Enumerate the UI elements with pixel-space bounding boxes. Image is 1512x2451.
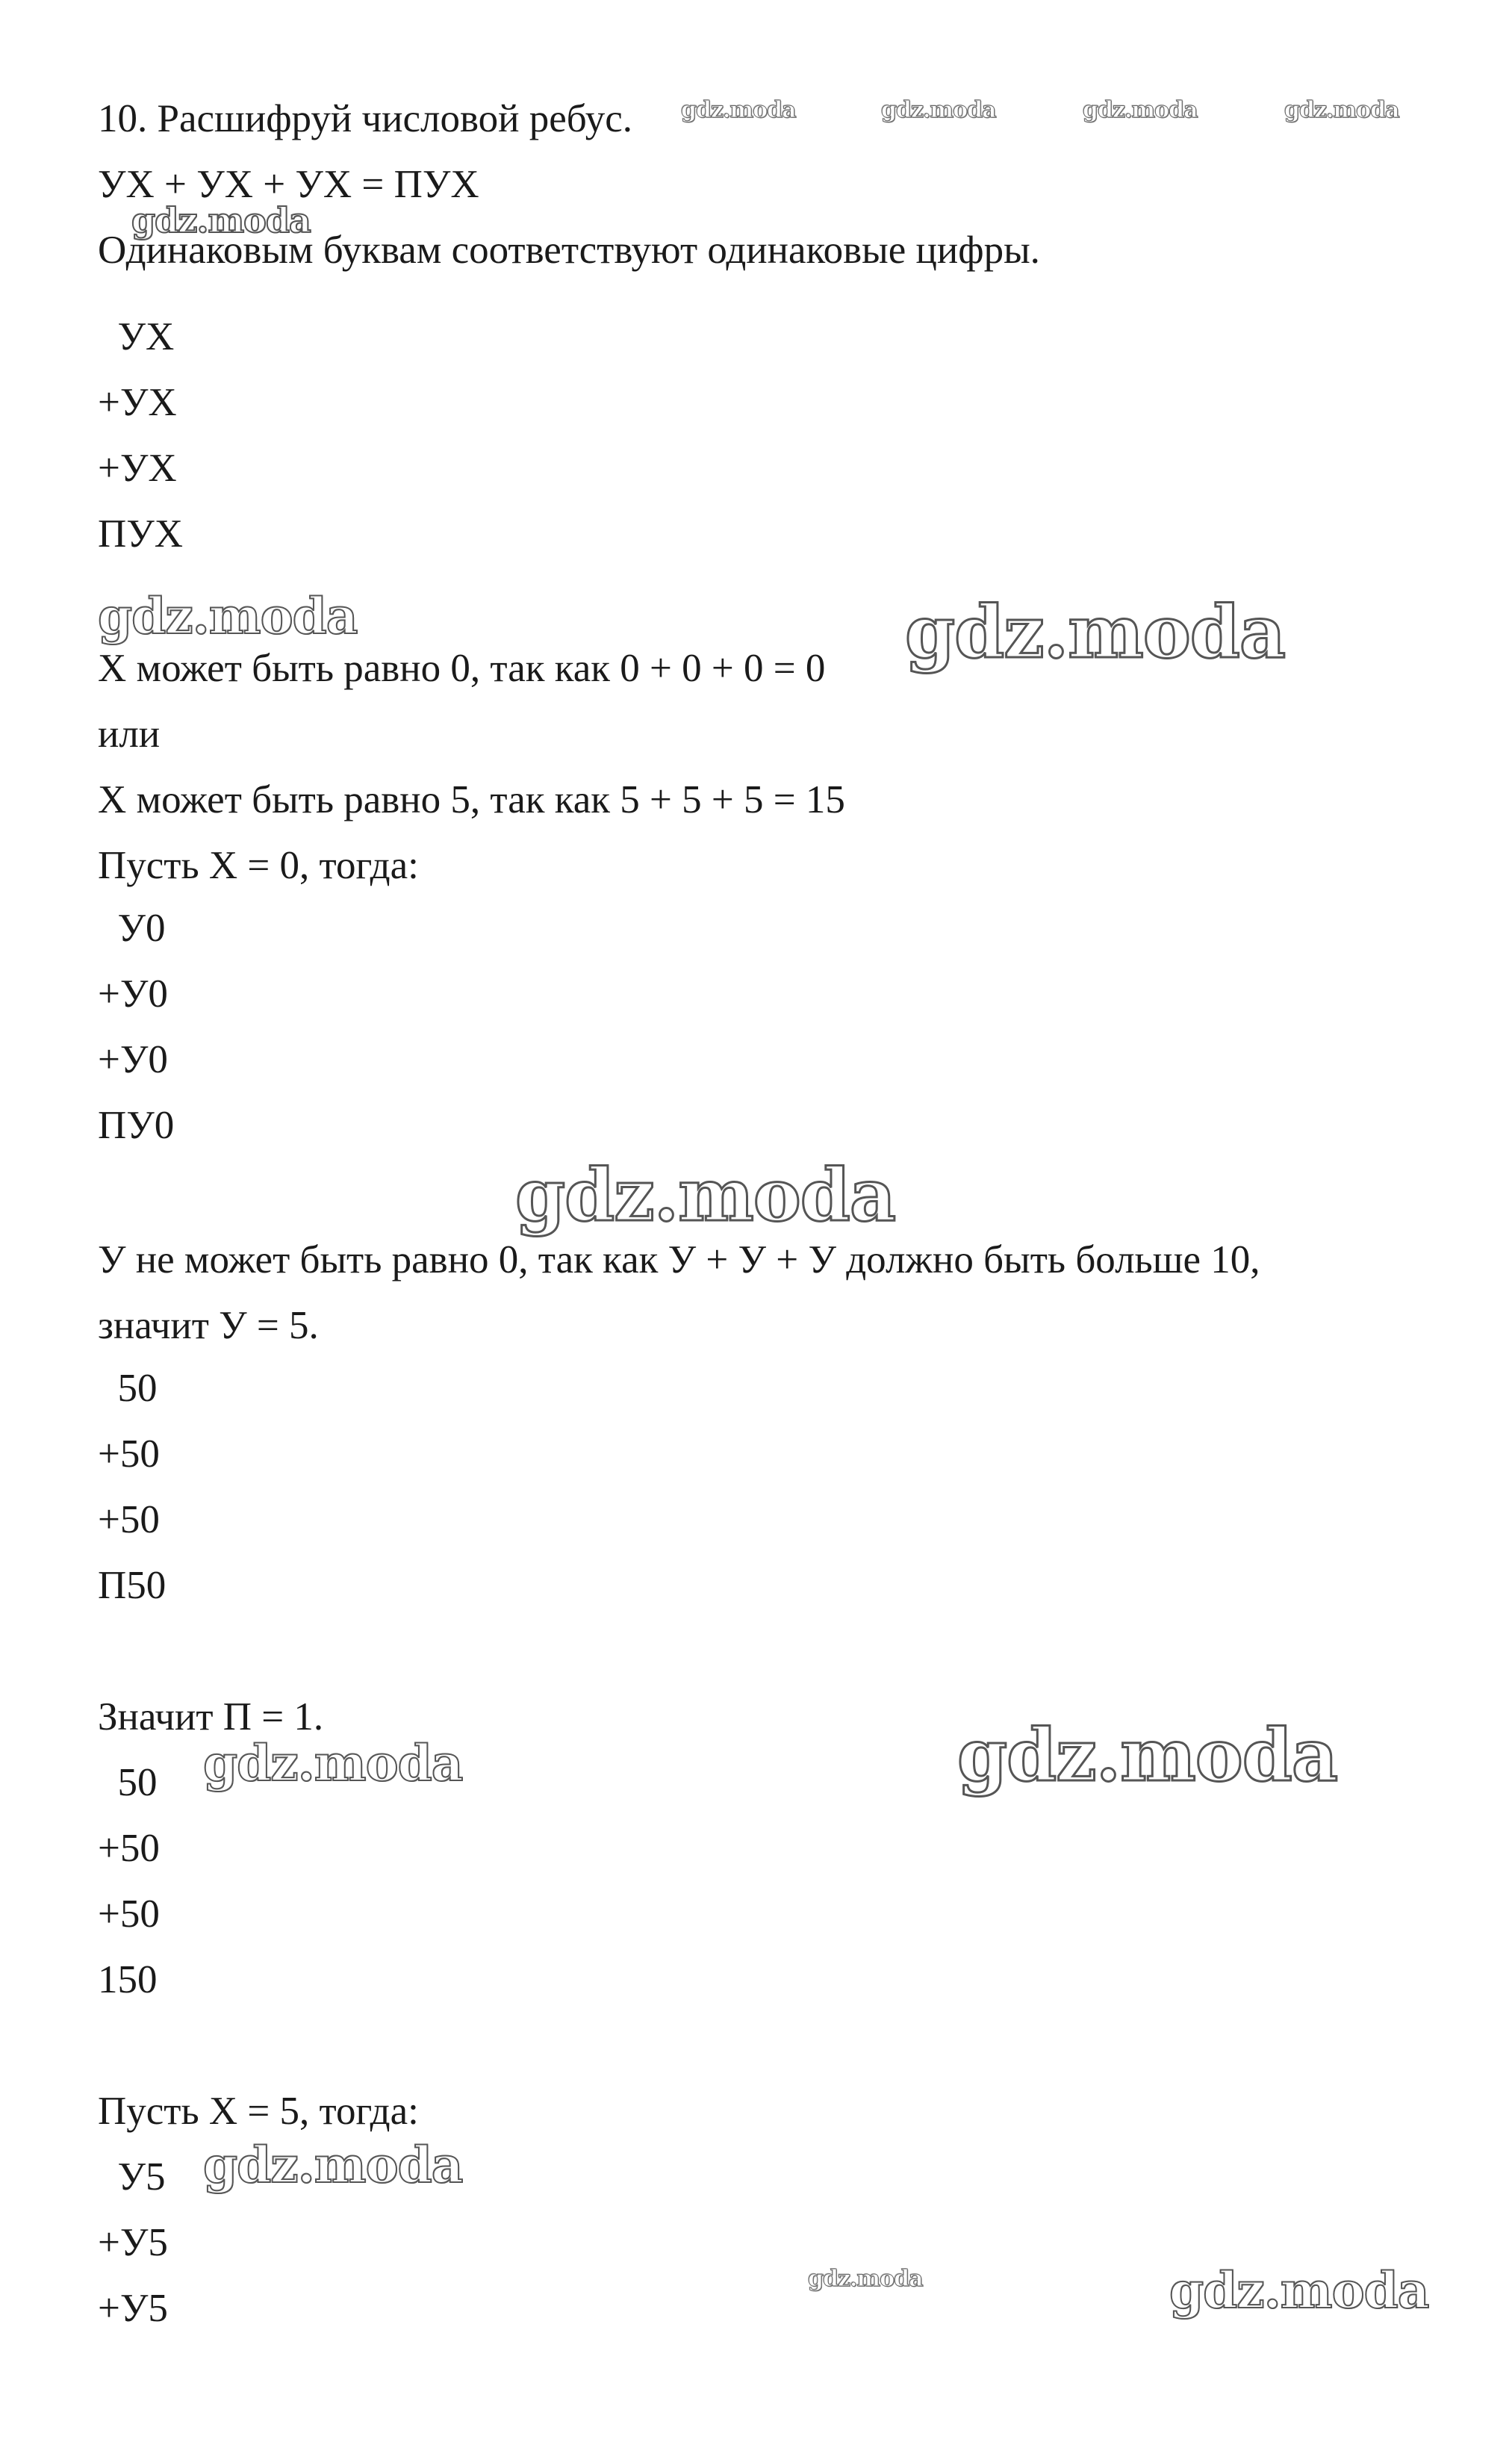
column-line: 50 (98, 1367, 158, 1410)
column-line: +УХ (98, 381, 177, 424)
column-line: У0 (98, 907, 166, 950)
column-line: +У5 (98, 2221, 168, 2264)
watermark: gdz.moda (808, 2266, 923, 2292)
column-line: +У0 (98, 972, 168, 1016)
rebus-equation: УХ + УХ + УХ = ПУХ (98, 163, 479, 206)
column-line: П50 (98, 1564, 167, 1607)
reasoning-line: Значит П = 1. (98, 1695, 324, 1739)
watermark: gdz.moda (905, 590, 1286, 674)
column-line: ПУ0 (98, 1104, 175, 1147)
column-line: +50 (98, 1892, 160, 1936)
watermark: gdz.moda (515, 1153, 896, 1237)
rule-text: Одинаковым буквам соответствуют одинаковые цифры. (98, 229, 1040, 272)
watermark: gdz.moda (98, 587, 358, 645)
task-title: 10. Расшифруй числовой ребус. (98, 97, 632, 140)
column-line: +У5 (98, 2287, 168, 2330)
column-line: У5 (98, 2155, 166, 2199)
reasoning-line: Х может быть равно 0, так как 0 + 0 + 0 = 0 (98, 647, 826, 690)
watermark: gdz.moda (203, 1734, 463, 1792)
reasoning-line: или (98, 712, 161, 756)
column-line: 50 (98, 1761, 158, 1804)
watermark: gdz.moda (1284, 97, 1399, 123)
reasoning-line: Х может быть равно 5, так как 5 + 5 + 5 = 15 (98, 778, 845, 821)
watermark: gdz.moda (881, 97, 996, 123)
column-line: 150 (98, 1958, 158, 2001)
watermark: gdz.moda (681, 97, 796, 123)
column-line: +УХ (98, 447, 177, 490)
reasoning-line: значит У = 5. (98, 1304, 319, 1347)
watermark: gdz.moda (1083, 97, 1198, 123)
reasoning-line: Пусть Х = 5, тогда: (98, 2090, 419, 2133)
watermark: gdz.moda (131, 200, 311, 240)
watermark: gdz.moda (1169, 2261, 1429, 2320)
column-line: ПУХ (98, 512, 184, 556)
column-line: УХ (98, 315, 175, 358)
column-line: +У0 (98, 1038, 168, 1081)
column-line: +50 (98, 1827, 160, 1870)
reasoning-line: Пусть Х = 0, тогда: (98, 844, 419, 887)
reasoning-line: У не может быть равно 0, так как У + У + У должно быть больше 10, (98, 1238, 1260, 1282)
column-line: +50 (98, 1498, 160, 1541)
watermark: gdz.moda (957, 1713, 1338, 1798)
column-line: +50 (98, 1432, 160, 1476)
watermark: gdz.moda (203, 2136, 463, 2194)
